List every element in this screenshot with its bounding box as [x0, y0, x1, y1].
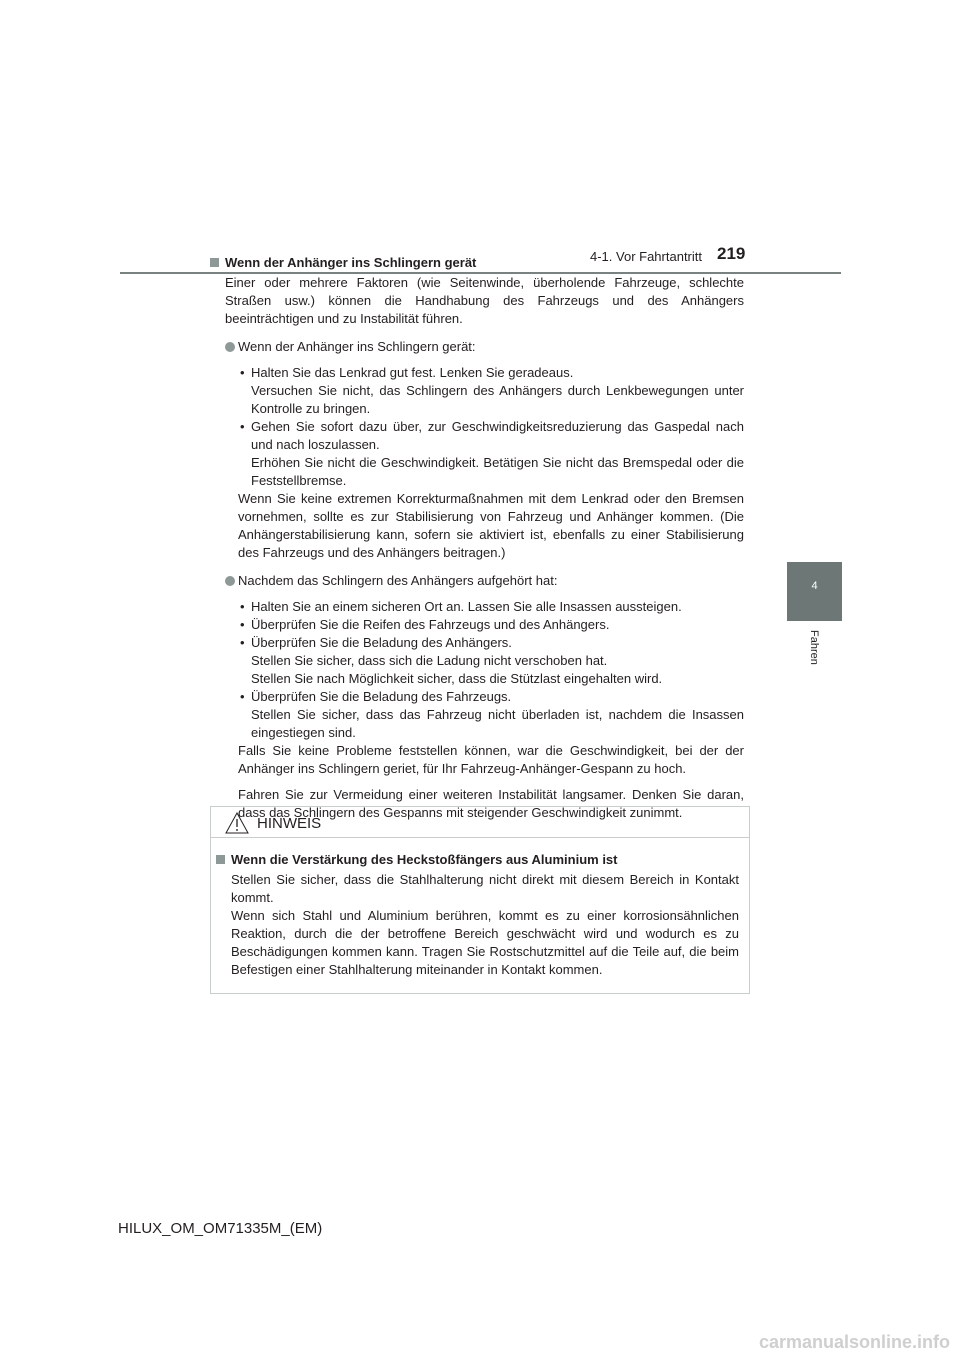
square-bullet-icon [210, 258, 219, 267]
list-item [238, 688, 744, 742]
dot-bullet-icon: • [240, 635, 245, 650]
section-heading [210, 254, 744, 272]
list-item [238, 634, 744, 688]
body-paragraph: Fahren Sie zur Vermeidung einer weiteren Instabilität langsamer. Denken Sie daran, dass das Schlingern des Gespanns mit steigender Geschwindigkeit zunimmt. [238, 787, 744, 820]
bullet-detail: Stellen Sie sicher, dass das Fahrzeug nicht überladen ist, nachdem die Insassen eingestiegen sind. [251, 707, 744, 740]
dot-bullet-icon: • [240, 419, 245, 434]
item-heading: Wenn der Anhänger ins Schlingern gerät: [238, 339, 476, 354]
notice-body [216, 851, 739, 979]
bullet-text: Überprüfen Sie die Beladung des Anhängers. [251, 635, 512, 650]
dot-bullet-icon: • [240, 617, 245, 632]
intro-paragraph: Einer oder mehrere Faktoren (wie Seitenwinde, überholende Fahrzeuge, schlechte Straßen usw.) können die Handhabung des Fahrzeugs und des Anhängers beeinträchtigen und zu Instabilität führen. [225, 275, 744, 326]
list-item [238, 418, 744, 490]
list-item [210, 572, 744, 590]
body-paragraph: Falls Sie keine Probleme feststellen können, war die Geschwindigkeit, bei der der Anhänger ins Schlingern geriet, für Ihr Fahrzeug-Anhänger-Gespann zu hoch. [238, 743, 744, 776]
bullet-text: Überprüfen Sie die Beladung des Fahrzeugs. [251, 689, 512, 704]
circle-bullet-icon [225, 342, 235, 352]
notice-label: HINWEIS [257, 815, 322, 832]
footer-doc-id: HILUX_OM_OM71335M_(EM) [118, 1220, 323, 1237]
bullet-text: Überprüfen Sie die Reifen des Fahrzeugs und des Anhängers. [251, 617, 610, 632]
list-item [238, 364, 744, 418]
bullet-detail: Stellen Sie sicher, dass sich die Ladung nicht verschoben hat. [251, 653, 608, 668]
chapter-number: 4 [811, 580, 818, 592]
chapter-label: Fahren [808, 630, 820, 665]
notice-box [210, 806, 750, 994]
bullet-detail: Erhöhen Sie nicht die Geschwindigkeit. Betätigen Sie nicht das Bremspedal oder die Feststellbremse. [251, 455, 744, 488]
dot-bullet-icon: • [240, 365, 245, 380]
list-item [238, 598, 744, 616]
square-bullet-icon [216, 855, 225, 864]
item-heading: Nachdem das Schlingern des Anhängers aufgehört hat: [238, 573, 558, 588]
notice-header [211, 807, 749, 838]
body-paragraph: Wenn Sie keine extremen Korrekturmaßnahmen mit dem Lenkrad oder den Bremsen vornehmen, sollte es zur Stabilisierung von Fahrzeug und Anhänger kommen. (Die Anhängerstabilisierung kann, sofern sie aktiviert ist, ebenfalls zu einer Stabilisierung des Fahrzeugs und des Anhängers beitragen.) [238, 491, 744, 560]
notice-heading [216, 851, 739, 869]
notice-paragraph: Wenn sich Stahl und Aluminium berühren, kommt es zu einer korrosionsähnlichen Reaktion, durch die der betroffene Bereich geschwächt wird und wodurch es zu Beschädigungen kommen kann. Tragen Sie Rostschutzmittel auf die Teile auf, die beim Befestigen einer Stahlhalterung miteinander in Kontakt kommen. [231, 908, 739, 977]
circle-bullet-icon [225, 576, 235, 586]
notice-paragraph: Stellen Sie sicher, dass die Stahlhalterung nicht direkt mit diesem Bereich in Kontakt kommt. [231, 872, 739, 905]
section-heading-text: Wenn der Anhänger ins Schlingern gerät [225, 255, 477, 270]
bullet-text: Gehen Sie sofort dazu über, zur Geschwindigkeitsreduzierung das Gaspedal nach und nach loszulassen. [251, 419, 744, 452]
chapter-tab [787, 562, 842, 621]
notice-heading-text: Wenn die Verstärkung des Heckstoßfängers aus Aluminium ist [231, 852, 618, 867]
warning-triangle-icon [225, 812, 249, 834]
dot-bullet-icon: • [240, 599, 245, 614]
bullet-list [210, 364, 744, 490]
bullet-list [210, 598, 744, 742]
page-number: 219 [717, 244, 746, 263]
main-content [210, 254, 744, 822]
list-item [238, 616, 744, 634]
list-item [210, 338, 744, 356]
dot-bullet-icon: • [240, 689, 245, 704]
bullet-text: Halten Sie an einem sicheren Ort an. Lassen Sie alle Insassen aussteigen. [251, 599, 682, 614]
bullet-text: Halten Sie das Lenkrad gut fest. Lenken Sie geradeaus. [251, 365, 574, 380]
header-section-title: 4-1. Vor Fahrtantritt [590, 249, 702, 264]
bullet-detail: Versuchen Sie nicht, das Schlingern des Anhängers durch Lenkbewegungen unter Kontrolle zu bringen. [251, 383, 744, 416]
bullet-detail: Stellen Sie nach Möglichkeit sicher, dass die Stützlast eingehalten wird. [251, 671, 663, 686]
watermark-text: carmanualsonline.info [758, 1332, 950, 1352]
